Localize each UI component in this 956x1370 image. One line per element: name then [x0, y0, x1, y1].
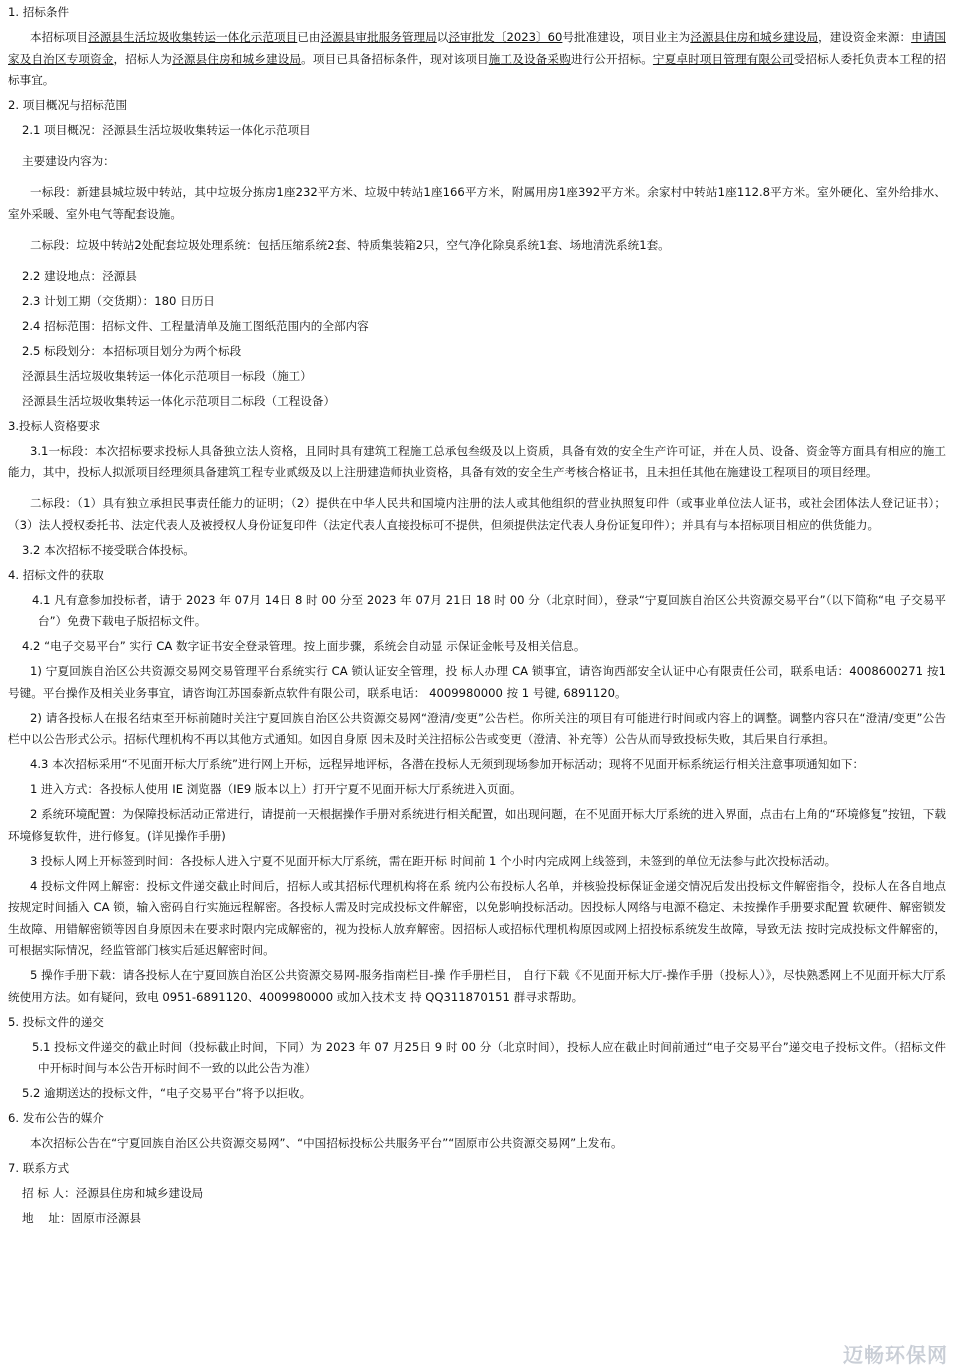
text-run: ，建设资金来源： [818, 30, 912, 44]
text-run: ，招标人为 [113, 51, 173, 66]
submission-deadline: 5.1 投标文件递交的截止时间（投标截止时间，下同）为 2023 年 07 月25日 9 时 00 分（北京时间），投标人应在截止时间前通过“电子交易平台”递交电子投标文件。（招标文件中开标时间与本公告开标时间不一致的以此公告为准） [32, 1039, 946, 1075]
project-owner: 泾源县住房和城乡建设局 [690, 30, 819, 44]
system-environment: 2 系统环境配置：为保障投标活动正常进行，请提前一天根据操作手册对系统进行相关配置，如出现问题，在不见面开标大厅系统的进入界面，点击右上角的“环境修复”按钮，下载环境修复软件，进行修复。(详见操作手册) [8, 807, 946, 843]
section-5-heading: 5. 投标文件的递交 [8, 1014, 104, 1029]
text-run: 号批准建设，项目业主为 [562, 30, 691, 44]
lot-1-content: 一标段：新建县城垃圾中转站，其中垃圾分拣房1座232平方米、垃圾中转站1座166平方米，附属用房1座392平方米。余家村中转站1座112.8平方米。室外硬化、室外给排水、室外采暖、室外电气等配套设施。 [8, 185, 946, 221]
planned-duration: 2.3 计划工期（交货期）：180 日历日 [22, 293, 215, 308]
text-run: 受招标人委托负责本工程的招标事宜。 [8, 51, 946, 87]
section-1-heading: 1. 招标条件 [8, 5, 70, 19]
site-watermark: 迈畅环保网 [843, 1342, 948, 1367]
contact-tenderer: 招 标 人：泾源县住房和城乡建设局 [22, 1186, 204, 1200]
tender-scope: 施工及设备采购 [488, 51, 571, 66]
text-run: 本招标项目 [30, 30, 89, 44]
project-overview: 2.1 项目概况：泾源县生活垃圾收集转运一体化示范项目 [22, 123, 311, 137]
online-decryption: 4 投标文件网上解密：投标文件递交截止时间后，招标人或其招标代理机构将在系 统内公布投标人名单，并核验投标保证金递交情况后发出投标文件解密指令，投标人在各自地点按规定时间插入 CA 锁，输入密码自行实施远程解密。各投标人需及时完成投标文件解密，以免影响投标活动。因投标人网络与电源不稳定、未按操作手册要求配置 软硬件、解密锁发生故障、用错解密锁等因自身原因未在要求时限内完成解密的，视为投标人放弃解密。因招标人或招标代理机构原因或网上招投标系统发生故障，导致无法 按时完成投标文件解密的，可根据实际情况，经监管部门核实后延迟解密时间。 [8, 878, 946, 957]
remote-bid-opening: 4.3 本次招标采用“不见面开标大厅系统”进行网上开标，远程异地评标，各潜在投标人无须到现场参加开标活动；现将不见面开标系统运行相关注意事项通知如下： [30, 757, 865, 771]
section-4-heading: 4. 招标文件的获取 [8, 567, 104, 582]
qualification-lot-1: 3.1一标段：本次招标要求投标人具备独立法人资格，且同时具有建筑工程施工总承包叁级及以上资质，具备有效的安全生产许可证，并在人员、设备、资金等方面具有相应的施工能力，其中，投标人拟派项目经理须具备建筑工程专业贰级及以上注册建造师执业资格，具备有效的安全生产考核合格证书，且未担任其他在施建设工程项目的项目经理。 [8, 443, 946, 479]
lot-2-content: 二标段：垃圾中转站2处配套垃圾处理系统：包括压缩系统2套、特质集装箱2只，空气净化除臭系统1套、场地清洗系统1套。 [30, 237, 670, 252]
fund-source: 申请国家及自治区专项资金 [8, 30, 946, 66]
construction-intro: 主要建设内容为： [22, 154, 115, 168]
text-run: 已由 [297, 30, 321, 44]
manual-download: 5 操作手册下载：请各投标人在宁夏回族自治区公共资源交易网-服务指南栏目-操 作手册栏目， 自行下载《不见面开标大厅-操作手册（投标人）》，尽快熟悉网上不见面开标大厅系统使用方法。如有疑问，致电 0951-6891120、4009980000 或加入技术支 持 QQ311870151 群寻求帮助。 [8, 968, 946, 1004]
publication-media: 本次招标公告在“宁夏回族自治区公共资源交易网”、“中国招标投标公共服务平台”“固原市公共资源交易网”上发布。 [30, 1136, 623, 1150]
tender-announcement [0, 2, 952, 1233]
text-run: 。项目已具备招标条件，现对该项目 [301, 51, 489, 66]
agent-name: 宁夏卓时项目管理有限公司 [652, 51, 794, 66]
text-run: 进行公开招标。 [570, 51, 653, 66]
sign-in-time: 3 投标人网上开标签到时间：各投标人进入宁夏不见面开标大厅系统，需在距开标 时间前 1 个小时内完成网上线签到，未签到的单位无法参与此次投标活动。 [30, 853, 837, 868]
construction-site: 2.2 建设地点：泾源县 [22, 268, 137, 283]
document-acquisition-time: 4.1 凡有意参加投标者，请于 2023 年 07月 14日 8 时 00 分至 2023 年 07月 21日 18 时 00 分（北京时间），登录“宁夏回族自治区公共资源交易平台”（以下简称“电 子交易平台”）免费下载电子版招标文件。 [32, 592, 946, 628]
section-3-heading: 3.投标人资格要求 [8, 418, 101, 433]
qualification-lot-2: 二标段：（1）具有独立承担民事责任能力的证明；（2）提供在中华人民共和国境内注册的法人或其他组织的营业执照复印件（或事业单位法人证书，或社会团体法人登记证书）；（3）法人授权委托书、法定代表人及被授权人身份证复印件（法定代表人直接投标可不提供，但须提供法定代表人身份证复印件）；并具有与本招标项目相应的供货能力。 [8, 496, 946, 532]
section-2-heading: 2. 项目概况与招标范围 [8, 98, 128, 112]
tenderer-name: 泾源县住房和城乡建设局 [172, 51, 302, 66]
contact-address: 地 址：固原市泾源县 [22, 1211, 142, 1225]
ca-certificate-login: 4.2 “电子交易平台” 实行 CA 数字证书安全登录管理。按上面步骤，系统会自动显 示保证金帐号及相关信息。 [22, 639, 586, 653]
tender-range: 2.4 招标范围：招标文件、工程量清单及施工图纸范围内的全部内容 [22, 318, 369, 333]
consortium-rule: 3.2 本次招标不接受联合体投标。 [22, 542, 195, 557]
project-name: 泾源县生活垃圾收集转运一体化示范项目 [88, 30, 298, 44]
lot-1-name: 泾源县生活垃圾收集转运一体化示范项目一标段（施工） [22, 368, 312, 383]
section-1-body [0, 27, 952, 92]
late-submission: 5.2 逾期送达的投标文件，“电子交易平台”将予以拒收。 [22, 1086, 312, 1100]
text-run: 以 [436, 30, 449, 44]
ca-lock-contact: 1) 宁夏回族自治区公共资源交易网交易管理平台系统实行 CA 锁认证安全管理，投 标人办理 CA 锁事宜，请咨询西部安全认证中心有限责任公司，联系电话：4008600271 按1号键。平台操作及相关业务事宜，请咨询江苏国泰新点软件有限公司，联系电话： 4009980000 按 1 号键, 6891120。 [8, 664, 946, 700]
lot-2-name: 泾源县生活垃圾收集转运一体化示范项目二标段（工程设备） [22, 393, 336, 408]
section-7-heading: 7. 联系方式 [8, 1161, 70, 1175]
approval-doc-number: 泾审批发〔2023〕60 [448, 30, 563, 44]
clarification-notice: 2) 请各投标人在报名结束至开标前随时关注宁夏回族自治区公共资源交易网“澄清/变更”公告栏。你所关注的项目有可能进行时间或内容上的调整。调整内容只在“澄清/变更”公告栏中以公告形式公示。招标代理机构不再以其他方式通知。如因自身原 因未及时关注招标公告或变更（澄清、补充等）公告从而导致投标失败，其后果自行承担。 [8, 710, 946, 746]
access-method: 1 进入方式：各投标人使用 IE 浏览器（IE9 版本以上）打开宁夏不见面开标大厅系统进入页面。 [30, 782, 522, 796]
lot-division: 2.5 标段划分：本招标项目划分为两个标段 [22, 343, 242, 358]
section-6-heading: 6. 发布公告的媒介 [8, 1111, 104, 1125]
approver-name: 泾源县审批服务管理局 [320, 30, 437, 44]
